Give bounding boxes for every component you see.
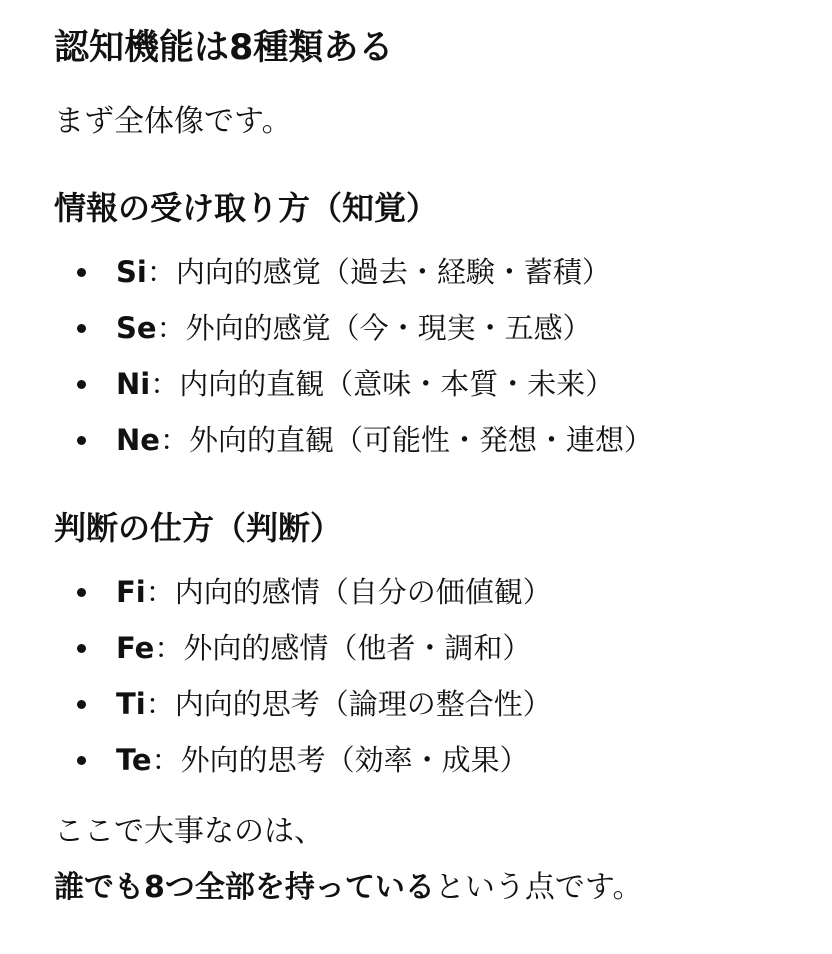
function-code: Si	[116, 255, 147, 289]
function-desc: ：外向的思考（効率・成果）	[151, 743, 529, 777]
judgment-heading: 判断の仕方（判断）	[54, 509, 343, 547]
function-desc: ：内向的感情（自分の価値観）	[145, 575, 552, 609]
function-desc: ：外向的感覚（今・現実・五感）	[156, 311, 592, 345]
function-desc: ：内向的感覚（過去・経験・蓄積）	[146, 255, 611, 289]
bullet-icon	[77, 756, 86, 765]
function-code: Fi	[116, 575, 146, 609]
function-desc: ：外向的感情（他者・調和）	[154, 631, 532, 665]
list-item	[54, 300, 814, 356]
function-desc: ：内向的直観（意味・本質・未来）	[150, 367, 615, 401]
function-desc: ：内向的思考（論理の整合性）	[145, 687, 552, 721]
closing-rest: という点です。	[434, 870, 643, 905]
list-item	[54, 412, 814, 468]
bullet-icon	[77, 324, 86, 333]
list-item	[54, 676, 814, 732]
function-code: Te	[116, 743, 152, 777]
list-item	[54, 620, 814, 676]
bullet-icon	[77, 700, 86, 709]
function-desc: ：外向的直観（可能性・発想・連想）	[159, 423, 653, 457]
bullet-icon	[77, 644, 86, 653]
list-item	[54, 244, 814, 300]
list-item	[54, 356, 814, 412]
bullet-icon	[77, 380, 86, 389]
function-code: Se	[116, 311, 157, 345]
list-item	[54, 564, 814, 620]
closing-line-2	[54, 866, 642, 910]
judgment-list	[54, 564, 814, 788]
bullet-icon	[77, 268, 86, 277]
closing-emphasis: 誰でも8つ全部を持っている	[54, 870, 435, 905]
bullet-icon	[77, 436, 86, 445]
perception-list	[54, 244, 814, 468]
perception-heading: 情報の受け取り方（知覚）	[54, 189, 439, 227]
intro-text: まず全体像です。	[54, 104, 292, 139]
function-code: Ne	[116, 423, 160, 457]
closing-line-1: ここで大事なのは、	[54, 814, 324, 849]
list-item	[54, 732, 814, 788]
function-code: Ti	[116, 687, 146, 721]
function-code: Fe	[116, 631, 155, 665]
bullet-icon	[77, 588, 86, 597]
function-code: Ni	[116, 367, 151, 401]
page-title: 認知機能は8種類ある	[54, 28, 394, 68]
